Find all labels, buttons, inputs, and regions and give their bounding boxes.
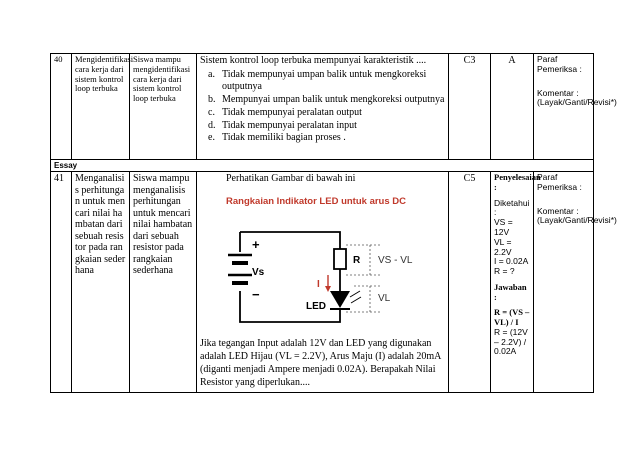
answer-known-r: R = ? <box>494 266 515 277</box>
q41-question-cell <box>197 172 449 393</box>
q40-indicator: Siswa mampu mengidentifikasi cara kerja dari sistem kontrol loop terbuka <box>130 54 197 160</box>
answer-label: Jawaban : <box>494 281 527 302</box>
resistor-label: R <box>353 254 361 266</box>
q40-reviewer-cell <box>534 54 617 160</box>
answer-step-formula: R = (VS – VL) / I <box>494 307 530 328</box>
q40-options <box>200 69 445 146</box>
answer-step-substitution: R = (12V – 2.2V) / 0.02A <box>494 326 528 357</box>
vl-label: VL <box>378 292 391 304</box>
q40-option-b: b. Mempunyai umpan balik untuk mengkoreksi outputnya <box>208 94 445 106</box>
q40-option-a: a. Tidak mempunyai umpan balik untuk mengkoreksi outputnya <box>208 68 427 93</box>
led-symbol <box>330 291 350 308</box>
answer-known-i: I = 0.02A <box>494 256 529 267</box>
q40-question-text: Sistem kontrol loop terbuka mempunyai karakteristik .... <box>200 55 427 66</box>
plus-sign: + <box>252 236 260 252</box>
q41-indicator: Siswa mampu menganalisis perhitungan untuk mencari nilai hambatan dari sebuah resistor pada rangkaian sederhana <box>130 172 197 393</box>
q41-intro: Perhatikan Gambar di bawah ini <box>226 173 356 185</box>
circuit-title: Rangkaian Indikator LED untuk arus DC <box>226 195 406 207</box>
current-label: I <box>317 278 320 290</box>
q40-answer-key: A <box>491 54 534 160</box>
q41-paraf: Paraf Pemeriksa : <box>537 172 582 192</box>
q41-question-text: Jika tegangan Input adalah 12V dan LED yang digunakan adalah LED Hijau (VL = 2.2V), Arus Maju (I) adalah 20mA (diganti menjadi Ampere menjadi 0.02A). Berapakah Nilai Resistor yang diperlukan.... <box>200 337 441 388</box>
q41-answer-cell <box>491 172 541 393</box>
q40-question-cell <box>197 54 449 160</box>
q41-number: 41 <box>51 172 72 393</box>
q40-option-e: e. Tidak memiliki bagian proses . <box>208 132 346 144</box>
vs-vl-label: VS - VL <box>378 254 413 266</box>
battery-symbol <box>228 255 252 283</box>
q40-option-c: c. Tidak mempunyai peralatan output <box>208 106 362 118</box>
q41-komentar-note: (Layak/Ganti/Revisi*) <box>537 215 617 226</box>
led-light-arrows <box>350 291 361 303</box>
q41-level: C5 <box>449 172 491 393</box>
answer-known-vs: VS = 12V <box>494 217 513 238</box>
q41-komentar: Komentar : <box>537 205 579 216</box>
answer-known-vl: VL = 2.2V <box>494 236 512 257</box>
q40-komentar: Komentar : <box>537 87 579 98</box>
q41-competency: Menganalisis perhitungan untuk mencari nilai hambatan dari sebuah resistor pada rangkaian sederhana <box>72 172 130 393</box>
led-label: LED <box>306 300 326 312</box>
answer-title: Penyelesaian : <box>494 172 541 192</box>
q40-level: C3 <box>449 54 491 160</box>
voltage-markers <box>346 245 380 312</box>
q41-reviewer-cell <box>534 172 617 393</box>
q40-option-d: d. Tidak mempunyai peralatan input <box>208 119 357 131</box>
q40-number: 40 <box>51 54 72 160</box>
minus-sign: − <box>252 286 260 302</box>
circuit-diagram <box>220 187 430 335</box>
q40-komentar-note: (Layak/Ganti/Revisi*) <box>537 97 617 108</box>
q40-competency: Mengidentifikasi cara kerja dari sistem kontrol loop terbuka <box>72 54 130 160</box>
answer-known-label: Diketahui : <box>494 197 530 218</box>
question-table <box>50 53 617 393</box>
vs-label: Vs <box>252 266 265 278</box>
question-row-40 <box>51 54 594 160</box>
essay-section-row <box>51 160 594 172</box>
essay-label: Essay <box>51 160 594 172</box>
q40-paraf: Paraf Pemeriksa : <box>537 54 582 74</box>
question-row-41 <box>51 172 594 393</box>
resistor-symbol <box>334 249 346 269</box>
